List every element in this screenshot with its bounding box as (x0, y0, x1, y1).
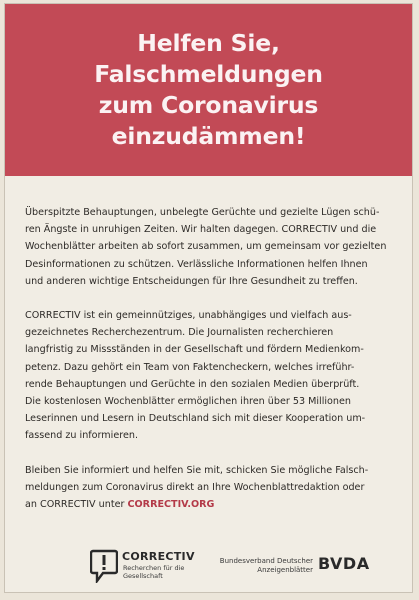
sponsor-logos (90, 547, 390, 587)
bvda-logo: BVDA (318, 554, 370, 573)
headline-banner (5, 4, 412, 176)
correctiv-link[interactable]: CORRECTIV.ORG (127, 499, 215, 511)
text-line: Desinformationen zu schützen. Verlässliche Informationen helfen Ihnen (25, 258, 368, 270)
text-line: Wochenblätter arbeiten ab sofort zusammen, um gemeinsam vor gezielten (25, 241, 387, 253)
text-line: Die kostenlosen Wochenblätter ermöglichen ihren über 53 Millionen (25, 396, 351, 408)
text-line: ren Ängste in unruhigen Zeiten. Wir halten dagegen. CORRECTIV und die (25, 224, 377, 236)
correctiv-logo (90, 549, 210, 585)
paragraph-intro (25, 204, 397, 290)
text-line: meldungen zum Coronavirus direkt an Ihre Wochenblattredaktion oder (25, 481, 365, 493)
text-line: petenz. Dazu gehört ein Team von Faktencheckern, welches irreführ- (25, 361, 355, 373)
text-line: gezeichnetes Recherchezentrum. Die Journalisten recherchieren (25, 327, 334, 339)
headline-line: Falschmeldungen (94, 60, 323, 88)
text-line: Überspitzte Behauptungen, unbelegte Gerüchte und gezielte Lügen schü- (25, 207, 380, 218)
text-line: rende Behauptungen und Gerüchte in den sozialen Medien überprüft. (25, 378, 360, 390)
headline-line: Helfen Sie, (137, 29, 280, 57)
article-body (25, 204, 397, 530)
cta-prefix: an CORRECTIV unter (25, 499, 128, 511)
text-line: langfristig zu Missständen in der Gesellschaft und fördern Medienkom- (25, 344, 364, 356)
text-line: und anderen wichtige Entscheidungen für Ihre Gesundheit zu treffen. (25, 275, 358, 287)
correctiv-tagline: Recherchen für die Gesellschaft (123, 564, 185, 580)
paragraph-call-to-action (25, 462, 397, 514)
text-line: fassend zu informieren. (25, 430, 138, 442)
bvda-org-line: Bundesverband Deutscher (219, 557, 313, 565)
speech-bubble-exclamation-icon (90, 549, 118, 583)
text-line: Bleiben Sie informiert und helfen Sie mit, schicken Sie mögliche Falsch- (25, 464, 369, 476)
bvda-org-line: Anzeigenblätter (257, 566, 313, 574)
headline-line: zum Coronavirus (98, 91, 319, 119)
paragraph-about (25, 307, 397, 445)
headline (94, 28, 323, 152)
advertisement (4, 3, 413, 593)
correctiv-wordmark: CORRECTIV (122, 550, 195, 563)
headline-line: einzudämmen! (111, 122, 306, 150)
text-line: Leserinnen und Lesern in Deutschland sich mit dieser Kooperation um- (25, 413, 366, 425)
bvda-organization-name (203, 557, 313, 575)
text-line: CORRECTIV ist ein gemeinnütziges, unabhängiges und vielfach aus- (25, 310, 352, 322)
text-line (25, 496, 397, 513)
